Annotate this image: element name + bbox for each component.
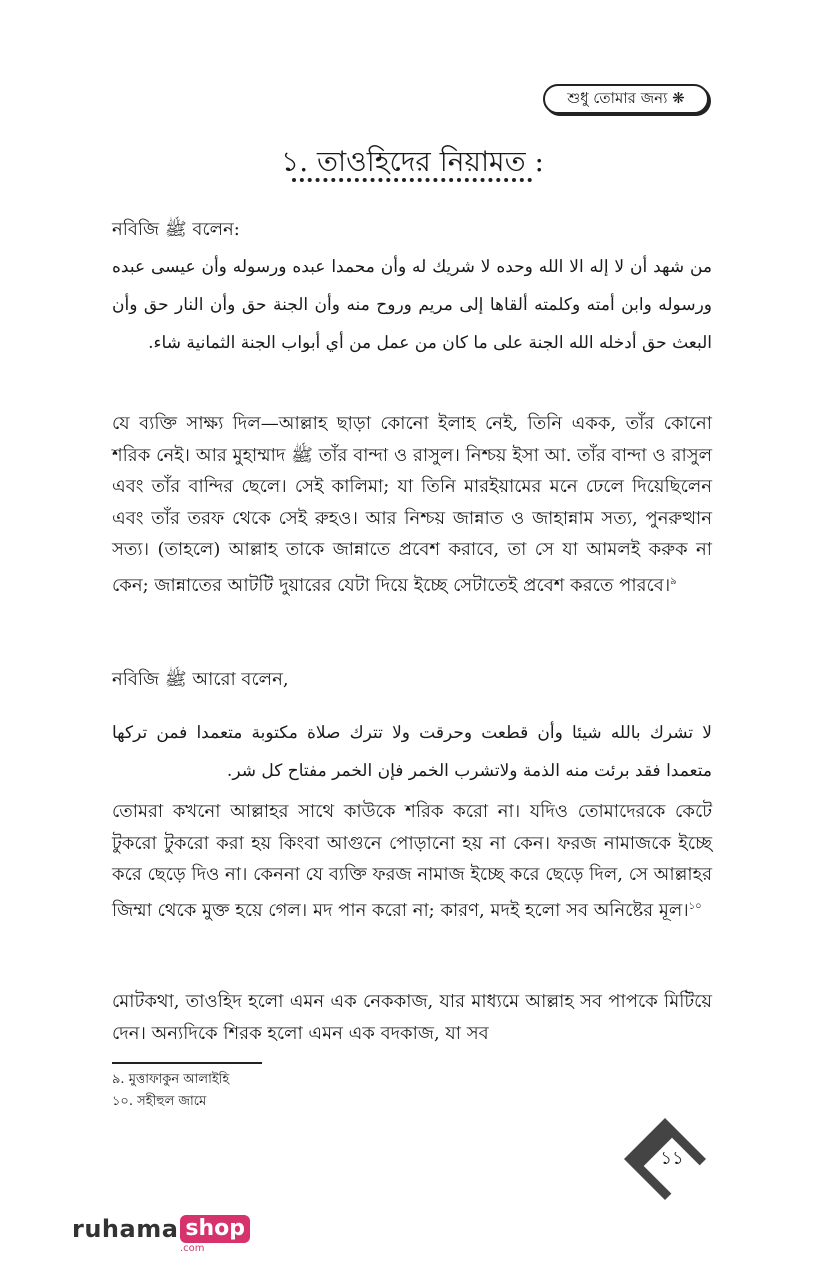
arabic-hadith-2: لا تشرك بالله شيئا وأن قطعت وحرقت ولا تترك صلاة مكتوبة متعمدا فمن تركها متعمدا فقد برئت منه الذمة ولاتشرب الخمر فإن الخمر مفتاح كل شر.	[112, 723, 712, 781]
footnote-9: ৯. মুত্তাফাকুন আলাইহি	[112, 1072, 230, 1087]
translation-text-1: যে ব্যক্তি সাক্ষ্য দিল—আল্লাহ ছাড়া কোনো ইলাহ নেই, তিনি একক, তাঁর কোনো শরিক নেই। আর মুহাম্মাদ ﷺ তাঁর বান্দা ও রাসুল। নিশ্চয় ইসা আ. তাঁর বান্দা ও রাসুল এবং তাঁর বান্দির ছেলে। সেই কালিমা; যা তিনি মারইয়ামের মনে ঢেলে দিয়েছিলেন এবং তাঁর তরফ থেকে সেই রুহও। আর নিশ্চয় জান্নাত ও জাহান্নাম সত্য, পুনরুত্থান সত্য। (তাহলে) আল্লাহ তাকে জান্নাতে প্রবেশ করাবে, তা সে যা আমলই করুক না কেন; জান্নাতের আটটি দুয়ারের যেটা দিয়ে ইচ্ছে সেটাতেই প্রবেশ করতে পারবে।	[112, 413, 712, 596]
running-title: শুধু তোমার জন্য ❋	[567, 88, 685, 107]
title-dotted-rule	[292, 178, 532, 182]
chapter-title: ১. তাওহিদের নিয়ামত :	[281, 145, 544, 178]
footnote-ref-10[interactable]: ১০	[688, 900, 702, 912]
footnote-10: ১০. সহীহুল জামে	[112, 1094, 207, 1109]
translation-paragraph-2	[112, 796, 712, 926]
body-paragraph-3: মোটকথা, তাওহিদ হলো এমন এক নেককাজ, যার মাধ্যমে আল্লাহ সব পাপকে মিটিয়ে দেন। অন্যদিকে শিরক হলো এমন এক বদকাজ, যা সব	[112, 991, 712, 1044]
footnote-divider	[112, 1062, 262, 1064]
ruhamashop-logo	[72, 1215, 250, 1254]
translation-paragraph-1	[112, 408, 712, 601]
page-number: ১১	[660, 1148, 684, 1169]
logo-text-ruhama: ruhama	[72, 1215, 179, 1243]
running-header	[543, 84, 709, 114]
hadith-intro-2: নবিজি ﷺ আরো বলেন,	[112, 669, 289, 690]
arabic-hadith-1: من شهد أن لا إله الا الله وحده لا شريك له وأن محمدا عبده ورسوله وأن عيسى عبده ورسوله وابن أمته وكلمته ألقاها إلى مريم وروح منه وأن الجنة حق وأن النار حق وأن البعث حق أدخله الله الجنة على ما كان من عمل من أي أبواب الجنة الثمانية شاء.	[112, 257, 712, 353]
logo-text-com: .com	[180, 1243, 205, 1254]
logo-text-shop: shop	[180, 1215, 250, 1243]
hadith-intro-1: নবিজি ﷺ বলেন:	[112, 219, 240, 240]
footnote-ref-9[interactable]: ৯	[670, 575, 677, 587]
translation-text-2: তোমরা কখনো আল্লাহর সাথে কাউকে শরিক করো না। যদিও তোমাদেরকে কেটে টুকরো টুকরো করা হয় কিংবা আগুনে পোড়ানো হয় না কেন। ফরজ নামাজকে ইচ্ছে করে ছেড়ে দিও না। কেননা যে ব্যক্তি ফরজ নামাজ ইচ্ছে করে ছেড়ে দিল, সে আল্লাহর জিম্মা থেকে মুক্ত হয়ে গেল। মদ পান করো না; কারণ, মদই হলো সব অনিষ্টের মূল।	[112, 801, 712, 921]
